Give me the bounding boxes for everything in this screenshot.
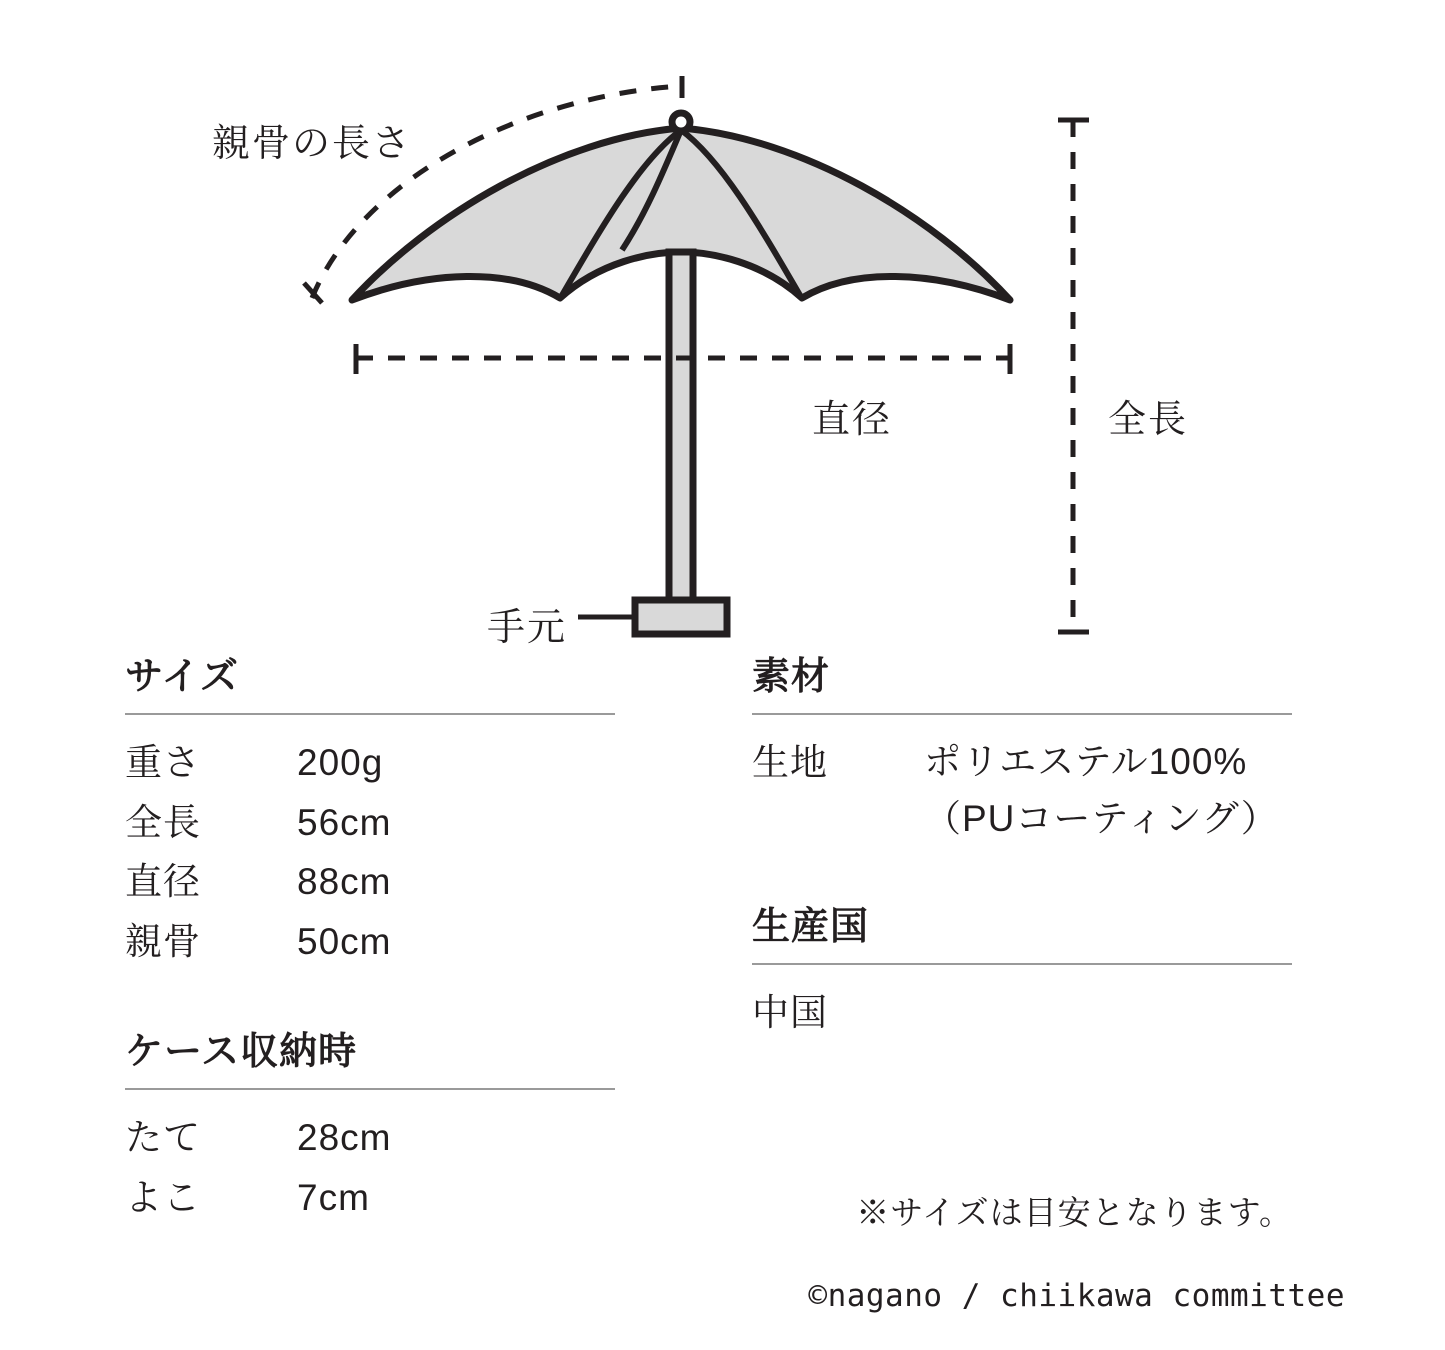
row-value: 50cm <box>297 921 392 963</box>
label-rib-length: 親骨の長さ <box>212 123 413 165</box>
spec-section-size <box>125 655 615 972</box>
table-row <box>125 1168 615 1228</box>
row-key: 全長 <box>125 801 201 843</box>
divider <box>125 713 615 715</box>
copyright-text: ©nagano / chiikawa committee <box>808 1278 1345 1314</box>
table-row <box>125 793 615 853</box>
spec-country-rows <box>752 983 1292 1043</box>
row-value: 88cm <box>297 861 392 903</box>
row-key: よこ <box>125 1176 201 1218</box>
label-diameter: 直径 <box>812 399 893 441</box>
row-value: 7cm <box>297 1176 370 1218</box>
umbrella-diagram <box>0 0 1445 660</box>
spec-country-title: 生産国 <box>752 906 870 949</box>
label-handle: 手元 <box>487 607 568 649</box>
spec-material-title: 素材 <box>752 656 831 698</box>
row-key: 生地 <box>752 741 828 783</box>
spec-case-title: ケース収納時 <box>125 1031 358 1074</box>
spec-column-left <box>125 655 615 1228</box>
spec-size-title: サイズ <box>125 656 239 698</box>
table-row <box>125 912 615 972</box>
row-value-line1: ポリエステル100% <box>924 740 1248 782</box>
row-value-line2: （PUコーティング） <box>924 797 1279 839</box>
row-key: 親骨 <box>125 921 201 963</box>
spec-section-material <box>752 655 1292 847</box>
row-value: 200g <box>297 741 384 783</box>
row-value <box>924 733 1292 848</box>
table-row <box>125 852 615 912</box>
divider <box>125 1088 615 1090</box>
table-row <box>752 733 1292 848</box>
spec-tables <box>0 655 1445 1231</box>
umbrella-shaft <box>669 252 693 604</box>
label-total-length: 全長 <box>1108 399 1189 441</box>
spec-section-country <box>752 905 1292 1043</box>
table-row <box>125 1108 615 1168</box>
umbrella-handle <box>635 600 727 634</box>
spec-column-right <box>752 655 1292 1043</box>
row-value: 28cm <box>297 1116 392 1158</box>
row-key: 直径 <box>125 861 201 903</box>
table-row <box>752 983 1292 1043</box>
table-row <box>125 733 615 793</box>
spec-section-case <box>125 1030 615 1227</box>
row-key: 重さ <box>125 741 201 783</box>
divider <box>752 713 1292 715</box>
divider <box>752 963 1292 965</box>
finial-tip <box>672 113 690 131</box>
row-value: 中国 <box>752 991 828 1033</box>
size-note: ※サイズは目安となります。 <box>856 1194 1293 1231</box>
spec-size-rows <box>125 733 615 973</box>
umbrella-illustration <box>0 0 1445 660</box>
row-value: 56cm <box>297 801 392 843</box>
spec-material-rows <box>752 733 1292 848</box>
spec-case-rows <box>125 1108 615 1228</box>
row-key: たて <box>125 1116 201 1158</box>
